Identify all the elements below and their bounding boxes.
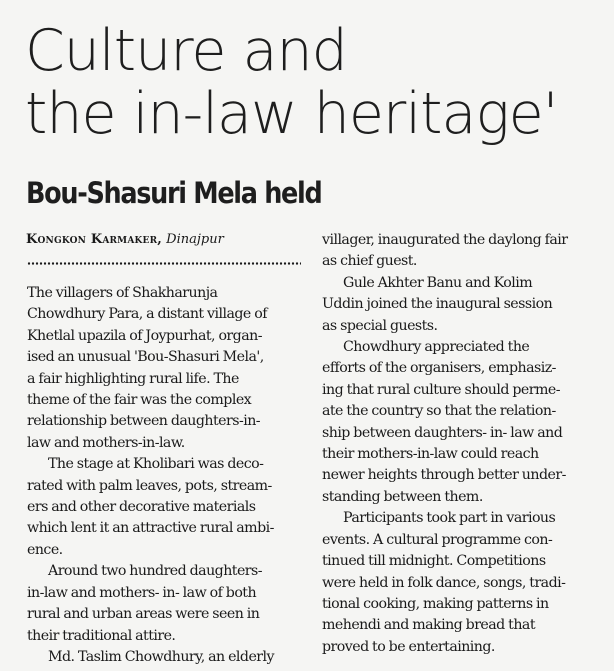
article-column-left	[27, 283, 307, 668]
text-line: Chowdhury appreciated the	[343, 339, 530, 356]
text-line: their traditional attire.	[27, 627, 176, 644]
text-line: were held in folk dance, songs, tradi-	[322, 574, 566, 591]
text-line: newer heights through better under-	[322, 467, 566, 484]
text-line: tinued till midnight. Competitions	[322, 553, 546, 570]
text-line: standing between them.	[322, 488, 483, 505]
text-line: villager, inaugurated the daylong fair	[322, 232, 568, 248]
text-line: rural and urban areas were seen in	[27, 606, 260, 623]
subheadline: Bou-Shasuri Mela held	[26, 176, 322, 210]
text-line: rated with palm leaves, pots, stream-	[27, 477, 272, 494]
text-line: Md. Taslim Chowdhury, an elderly	[48, 648, 274, 665]
text-line: theme of the fair was the complex	[27, 392, 252, 409]
headline-line-1: Culture and	[25, 18, 347, 84]
text-line: events. A cultural programme con-	[322, 531, 553, 548]
byline-place: Dinajpur	[166, 232, 224, 247]
headline-line-2: the in-law heritage'	[25, 81, 558, 147]
text-line: Around two hundred daughters-	[48, 563, 262, 580]
text-line: The stage at Kholibari was deco-	[48, 456, 264, 473]
text-line: Gule Akhter Banu and Kolim	[343, 274, 533, 291]
dotted-rule	[27, 262, 301, 265]
text-line: ence.	[27, 541, 63, 558]
text-line: as chief guest.	[322, 253, 417, 270]
text-line: their mothers-in-law could reach	[322, 446, 539, 463]
text-line: Uddin joined the inaugural session	[322, 296, 553, 313]
text-line: ship between daughters- in- law and	[322, 424, 563, 441]
text-line: ing that rural culture should perme-	[322, 381, 560, 398]
text-line: proved to be entertaining.	[322, 638, 495, 655]
text-line: Khetlal upazila of Joypurhat, organ-	[27, 327, 262, 344]
text-line: ised an unusual 'Bou-Shasuri Mela',	[27, 349, 264, 366]
text-line: in-law and mothers- in- law of both	[27, 584, 257, 601]
text-line: efforts of the organisers, emphasiz-	[322, 360, 556, 377]
text-line: relationship between daughters-in-	[27, 413, 261, 430]
text-line: ate the country so that the relation-	[322, 403, 556, 420]
text-line: ers and other decorative materials	[27, 499, 256, 516]
text-line: which lent it an attractive rural ambi-	[27, 520, 274, 537]
text-line: as special guests.	[322, 317, 438, 334]
byline-author: Kongkon Karmaker,	[26, 232, 163, 247]
text-line: a fair highlighting rural life. The	[27, 370, 239, 387]
text-line: law and mothers-in-law.	[27, 434, 185, 451]
text-line: Chowdhury Para, a distant village of	[27, 306, 267, 323]
text-line: tional cooking, making patterns in	[322, 595, 549, 612]
text-line: Participants took part in various	[343, 510, 556, 527]
text-line: mehendi and making bread that	[322, 617, 535, 634]
text-line: The villagers of Shakharunja	[27, 285, 218, 301]
byline	[26, 232, 224, 248]
headline	[25, 20, 557, 146]
article-column-right	[322, 230, 607, 658]
